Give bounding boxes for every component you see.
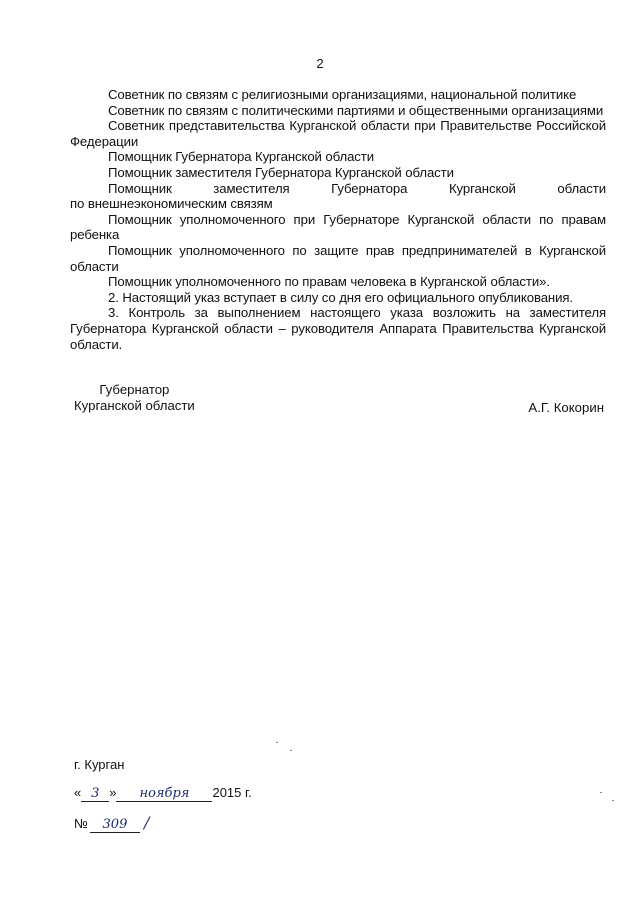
city-label: г. Курган xyxy=(74,757,125,772)
scan-speck xyxy=(600,792,602,793)
date-close-quote: » xyxy=(109,785,117,800)
body-line: Советник по связям с религиозными организациями, национальной политике xyxy=(108,87,577,102)
signature-title xyxy=(74,382,195,414)
body-line: 3. Контроль за выполнением настоящего указа возложить на заместителя xyxy=(108,305,606,321)
body-line: Помощник заместителя Губернатора Курганской области xyxy=(108,180,606,196)
date-day: 3 xyxy=(81,787,109,802)
scan-speck xyxy=(276,742,278,743)
number-value: 309 xyxy=(90,818,140,833)
body-line: 2. Настоящий указ вступает в силу со дня его официального опубликования. xyxy=(108,289,573,305)
body-line: Помощник заместителя Губернатора Курганской области xyxy=(108,164,454,180)
signature-title-line1: Губернатор xyxy=(99,382,170,397)
body-line: Помощник уполномоченного при Губернаторе Курганской области по правам xyxy=(108,211,606,227)
signature-name: А.Г. Кокорин xyxy=(528,400,604,415)
body-line: области. xyxy=(70,336,123,352)
body-line: Федерации xyxy=(70,133,139,149)
body-line: Советник представительства Курганской области при Правительстве Российской xyxy=(108,118,606,134)
number-label: № xyxy=(74,816,88,831)
date-year: 2015 г. xyxy=(212,785,252,800)
body-line: ребенка xyxy=(70,227,120,243)
signature-title-line2: Курганской области xyxy=(74,398,195,413)
number-row xyxy=(74,813,149,833)
page-number: 2 xyxy=(316,56,324,71)
date-open-quote: « xyxy=(74,785,82,800)
handwritten-stroke: / xyxy=(143,813,150,832)
body-line: Помощник уполномоченного по правам человека в Курганской области». xyxy=(108,274,550,290)
body-line: Помощник уполномоченного по защите прав предпринимателей в Курганской xyxy=(108,242,606,258)
body-line: Помощник Губернатора Курганской области xyxy=(108,149,375,165)
body-line: Губернатора Курганской области – руководителя Аппарата Правительства Курганской xyxy=(70,320,606,336)
date-month: ноября xyxy=(116,787,212,802)
body-line: Советник по связям с политическими партиями и общественными организациями xyxy=(108,102,604,118)
body-line: по внешнеэкономическим связям xyxy=(70,196,273,212)
decree-body xyxy=(70,87,606,352)
body-line: области xyxy=(70,258,119,274)
scan-speck xyxy=(290,750,292,751)
date-row xyxy=(74,785,252,807)
scan-speck xyxy=(612,800,614,801)
